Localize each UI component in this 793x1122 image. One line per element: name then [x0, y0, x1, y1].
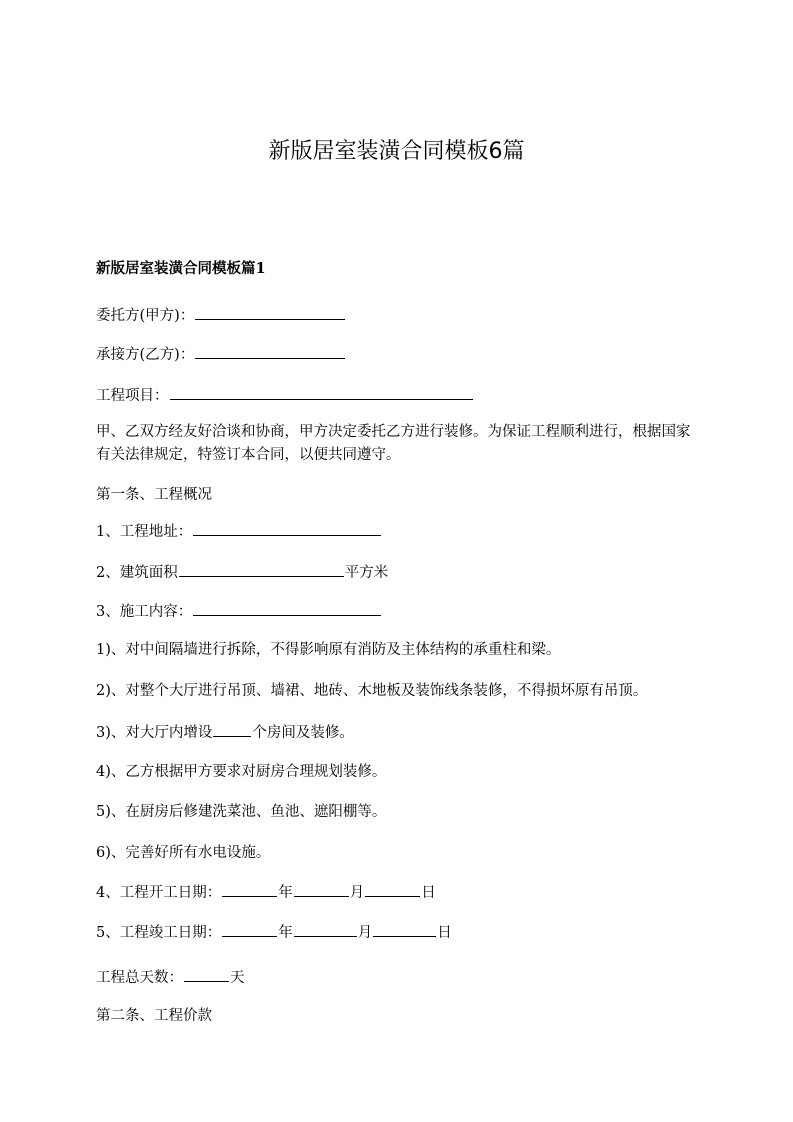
room-count-blank[interactable]: [213, 721, 251, 737]
start-day-blank[interactable]: [365, 881, 420, 897]
start-month-unit: 月: [349, 885, 365, 901]
start-date-label: 4、工程开工日期：: [96, 885, 222, 901]
end-year-blank[interactable]: [222, 921, 277, 937]
party-b-blank[interactable]: [195, 343, 345, 359]
end-month-blank[interactable]: [294, 921, 357, 937]
total-days-blank[interactable]: [184, 966, 229, 982]
end-day-blank[interactable]: [373, 921, 436, 937]
item3-prefix: 3)、对大厅内增设: [96, 725, 213, 741]
start-date-row: [96, 881, 436, 903]
content-label: 3、施工内容：: [96, 604, 193, 620]
intro-paragraph: 甲、乙双方经友好洽谈和协商，甲方决定委托乙方进行装修。为保证工程顺利进行，根据国家有关法律规定，特签订本合同，以便共同遵守。: [96, 424, 691, 463]
project-blank[interactable]: [170, 384, 473, 400]
party-b-row: [96, 343, 346, 365]
start-year-unit: 年: [278, 885, 293, 901]
total-days-label: 工程总天数：: [96, 970, 183, 986]
list-item-1: 1)、对中间隔墙进行拆除，不得影响原有消防及主体结构的承重柱和梁。: [96, 642, 561, 658]
end-date-label: 5、工程竣工日期：: [96, 925, 222, 941]
area-row: [96, 561, 388, 583]
start-day-unit: 日: [421, 885, 436, 901]
section-heading: 新版居室装潢合同模板篇1: [96, 260, 266, 277]
address-row: [96, 520, 382, 542]
list-item-5: 5)、在厨房后修建洗菜池、鱼池、遮阳棚等。: [96, 804, 387, 820]
article2-title: 第二条、工程价款: [96, 1008, 212, 1024]
address-blank[interactable]: [193, 520, 381, 536]
list-item-2: 2)、对整个大厅进行吊顶、墙裙、地砖、木地板及装饰线条装修，不得损坏原有吊顶。: [96, 683, 648, 699]
article1-title: 第一条、工程概况: [96, 487, 212, 503]
list-item-3: [96, 721, 354, 743]
content-blank[interactable]: [193, 600, 381, 616]
start-year-blank[interactable]: [222, 881, 277, 897]
start-month-blank[interactable]: [294, 881, 349, 897]
party-a-row: [96, 304, 346, 326]
area-unit: 平方米: [344, 565, 389, 581]
project-row: [96, 384, 474, 406]
end-day-unit: 日: [437, 925, 452, 941]
party-a-blank[interactable]: [195, 304, 345, 320]
total-days-row: [96, 966, 245, 988]
item3-suffix: 个房间及装修。: [252, 725, 354, 741]
project-label: 工程项目：: [96, 388, 169, 404]
party-b-label: 承接方(乙方)：: [96, 347, 195, 363]
area-blank[interactable]: [179, 561, 344, 577]
end-year-unit: 年: [278, 925, 293, 941]
address-label: 1、工程地址：: [96, 524, 193, 540]
document-title: 新版居室装潢合同模板6篇: [268, 139, 525, 164]
end-date-row: [96, 921, 452, 943]
area-label: 2、建筑面积: [96, 565, 178, 581]
days-unit: 天: [230, 970, 245, 986]
party-a-label: 委托方(甲方)：: [96, 308, 195, 324]
end-month-unit: 月: [357, 925, 373, 941]
list-item-6: 6)、完善好所有水电设施。: [96, 845, 271, 861]
content-row: [96, 600, 382, 622]
list-item-4: 4)、乙方根据甲方要求对厨房合理规划装修。: [96, 764, 387, 780]
